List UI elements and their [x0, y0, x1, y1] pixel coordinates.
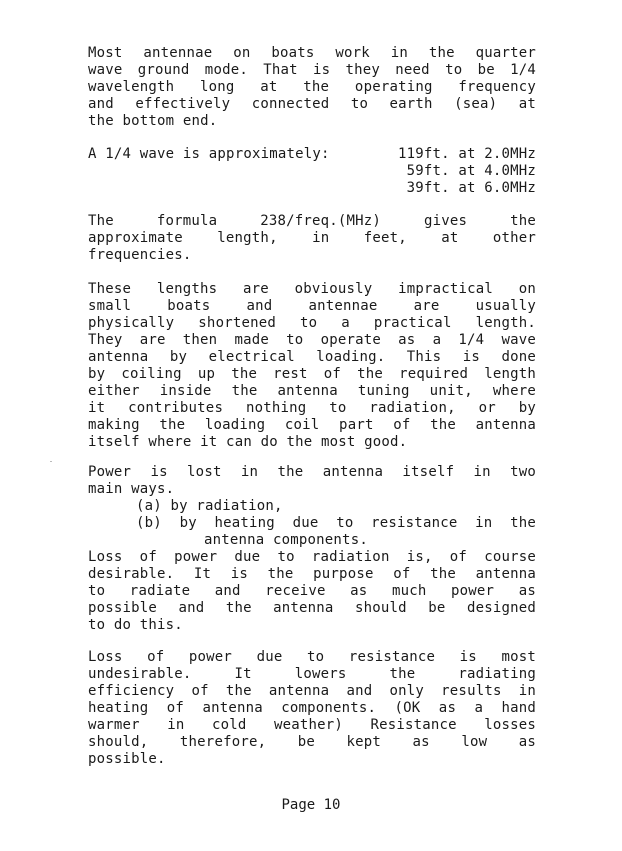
text-line: frequencies. — [88, 247, 192, 263]
text-line: wavelength long at the operating frequency — [88, 79, 536, 95]
text-line: making the loading coil part of the antenna — [88, 417, 536, 433]
paragraph-loading — [88, 281, 536, 451]
text-line: The formula 238/freq.(MHz) gives the — [88, 213, 536, 229]
text-line: wave ground mode. That is they need to be 1/4 — [88, 62, 536, 78]
text-line: heating of antenna components. (OK as a hand — [88, 700, 536, 716]
list-item: (a) by radiation, — [136, 498, 283, 514]
text-line: physically shortened to a practical length. — [88, 315, 536, 331]
paragraph-resistance — [88, 649, 536, 768]
paragraph-formula — [88, 213, 536, 264]
text-line: approximate length, in feet, at other — [88, 230, 536, 246]
text-line: Power is lost in the antenna itself in two — [88, 464, 536, 480]
scan-speck — [50, 461, 52, 462]
text-line: undesirable. It lowers the radiating — [88, 666, 536, 682]
table-intro: A 1/4 wave is approximately: — [88, 146, 330, 162]
text-line: They are then made to operate as a 1/4 wave — [88, 332, 536, 348]
text-line: These lengths are obviously impractical on — [88, 281, 536, 297]
text-line: should, therefore, be kept as low as — [88, 734, 536, 750]
text-line: to radiate and receive as much power as — [88, 583, 536, 599]
text-line: itself where it can do the most good. — [88, 434, 408, 450]
page-number: Page 10 — [281, 797, 341, 813]
list-item-continuation: antenna components. — [204, 532, 368, 548]
text-line: efficiency of the antenna and only results in — [88, 683, 536, 699]
table-row: 59ft. at 4.0MHz — [406, 163, 536, 179]
text-line: the bottom end. — [88, 113, 218, 129]
text-line: it contributes nothing to radiation, or by — [88, 400, 536, 416]
paragraph-quarter-wave-intro — [88, 45, 536, 130]
list-item: (b) by heating due to resistance in the — [136, 515, 536, 531]
text-line: Most antennae on boats work in the quarter — [88, 45, 536, 61]
text-line: small boats and antennae are usually — [88, 298, 536, 314]
text-line: to do this. — [88, 617, 183, 633]
text-line: warmer in cold weather) Resistance losses — [88, 717, 536, 733]
table-row: 39ft. at 6.0MHz — [406, 180, 536, 196]
paragraph-length-table — [88, 146, 536, 197]
paragraph-power-loss — [88, 464, 536, 634]
text-line: desirable. It is the purpose of the antenna — [88, 566, 536, 582]
text-line: main ways. — [88, 481, 175, 497]
text-line: possible and the antenna should be designed — [88, 600, 536, 616]
text-line: antenna by electrical loading. This is done — [88, 349, 536, 365]
text-line: Loss of power due to resistance is most — [88, 649, 536, 665]
text-line: and effectively connected to earth (sea) at — [88, 96, 536, 112]
text-line: by coiling up the rest of the required length — [88, 366, 536, 382]
table-row: 119ft. at 2.0MHz — [397, 146, 536, 162]
text-line: either inside the antenna tuning unit, where — [88, 383, 536, 399]
text-line: possible. — [88, 751, 166, 767]
text-line: Loss of power due to radiation is, of course — [88, 549, 536, 565]
